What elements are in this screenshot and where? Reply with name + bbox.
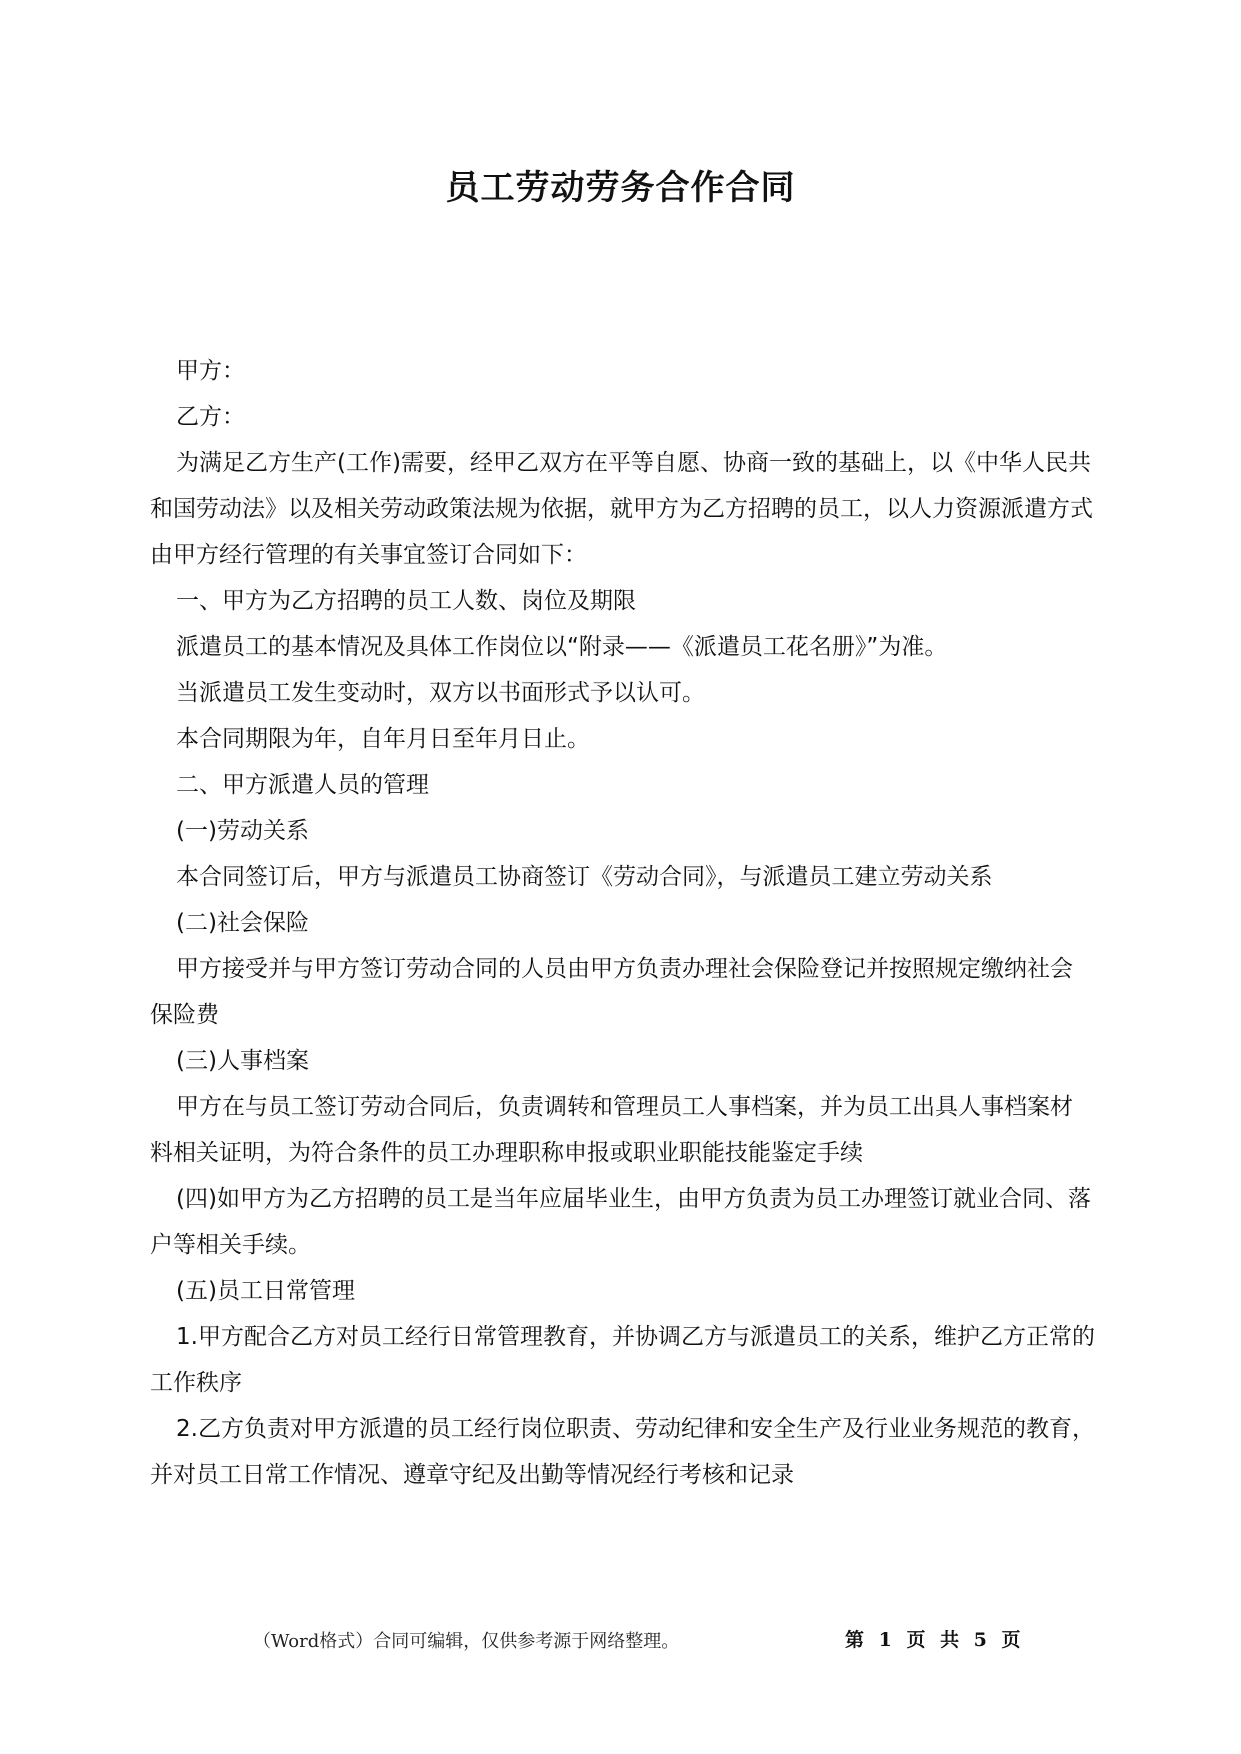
- page-number: 第 1 页 共 5 页: [845, 1629, 1025, 1651]
- section-heading-2: 二、甲方派遣人员的管理: [176, 772, 429, 798]
- subsection-heading: (一)劳动关系: [176, 818, 309, 844]
- list-item: 1.甲方配合乙方对员工经行日常管理教育，并协调乙方与派遣员工的关系，维护乙方正常的工作秩序: [150, 1324, 1095, 1396]
- party-b-line: 乙方：: [176, 404, 245, 430]
- paragraph: (四)如甲方为乙方招聘的员工是当年应届毕业生，由甲方负责为员工办理签订就业合同、落户等相关手续。: [150, 1186, 1091, 1258]
- paragraph: 甲方接受并与甲方签订劳动合同的人员由甲方负责办理社会保险登记并按照规定缴纳社会保险费: [150, 956, 1073, 1028]
- footer-note: （Word格式）合同可编辑，仅供参考源于网络整理。: [253, 1631, 680, 1652]
- paragraph: 本合同签订后，甲方与派遣员工协商签订《劳动合同》，与派遣员工建立劳动关系: [176, 864, 993, 890]
- subsection-heading: (五)员工日常管理: [176, 1278, 355, 1304]
- document-body: [150, 348, 1095, 1498]
- paragraph: 当派遣员工发生变动时，双方以书面形式予以认可。: [176, 680, 705, 706]
- document-title: 员工劳动劳务合作合同: [445, 168, 796, 208]
- party-a-line: 甲方：: [176, 358, 245, 384]
- paragraph: 甲方在与员工签订劳动合同后，负责调转和管理员工人事档案，并为员工出具人事档案材料相关证明，为符合条件的员工办理职称申报或职业职能技能鉴定手续: [150, 1094, 1073, 1166]
- section-heading-1: 一、甲方为乙方招聘的员工人数、岗位及期限: [176, 588, 636, 614]
- list-item: 2.乙方负责对甲方派遣的员工经行岗位职责、劳动纪律和安全生产及行业业务规范的教育，并对员工日常工作情况、遵章守纪及出勤等情况经行考核和记录: [150, 1416, 1095, 1488]
- subsection-heading: (二)社会保险: [176, 910, 309, 936]
- preamble-paragraph: 为满足乙方生产(工作)需要，经甲乙双方在平等自愿、协商一致的基础上，以《中华人民共和国劳动法》以及相关劳动政策法规为依据，就甲方为乙方招聘的员工，以人力资源派遣方式由甲方经行管理的有关事宜签订合同如下：: [150, 450, 1093, 568]
- paragraph: 派遣员工的基本情况及具体工作岗位以“附录——《派遣员工花名册》”为准。: [176, 634, 948, 660]
- subsection-heading: (三)人事档案: [176, 1048, 309, 1074]
- paragraph: 本合同期限为年，自年月日至年月日止。: [176, 726, 590, 752]
